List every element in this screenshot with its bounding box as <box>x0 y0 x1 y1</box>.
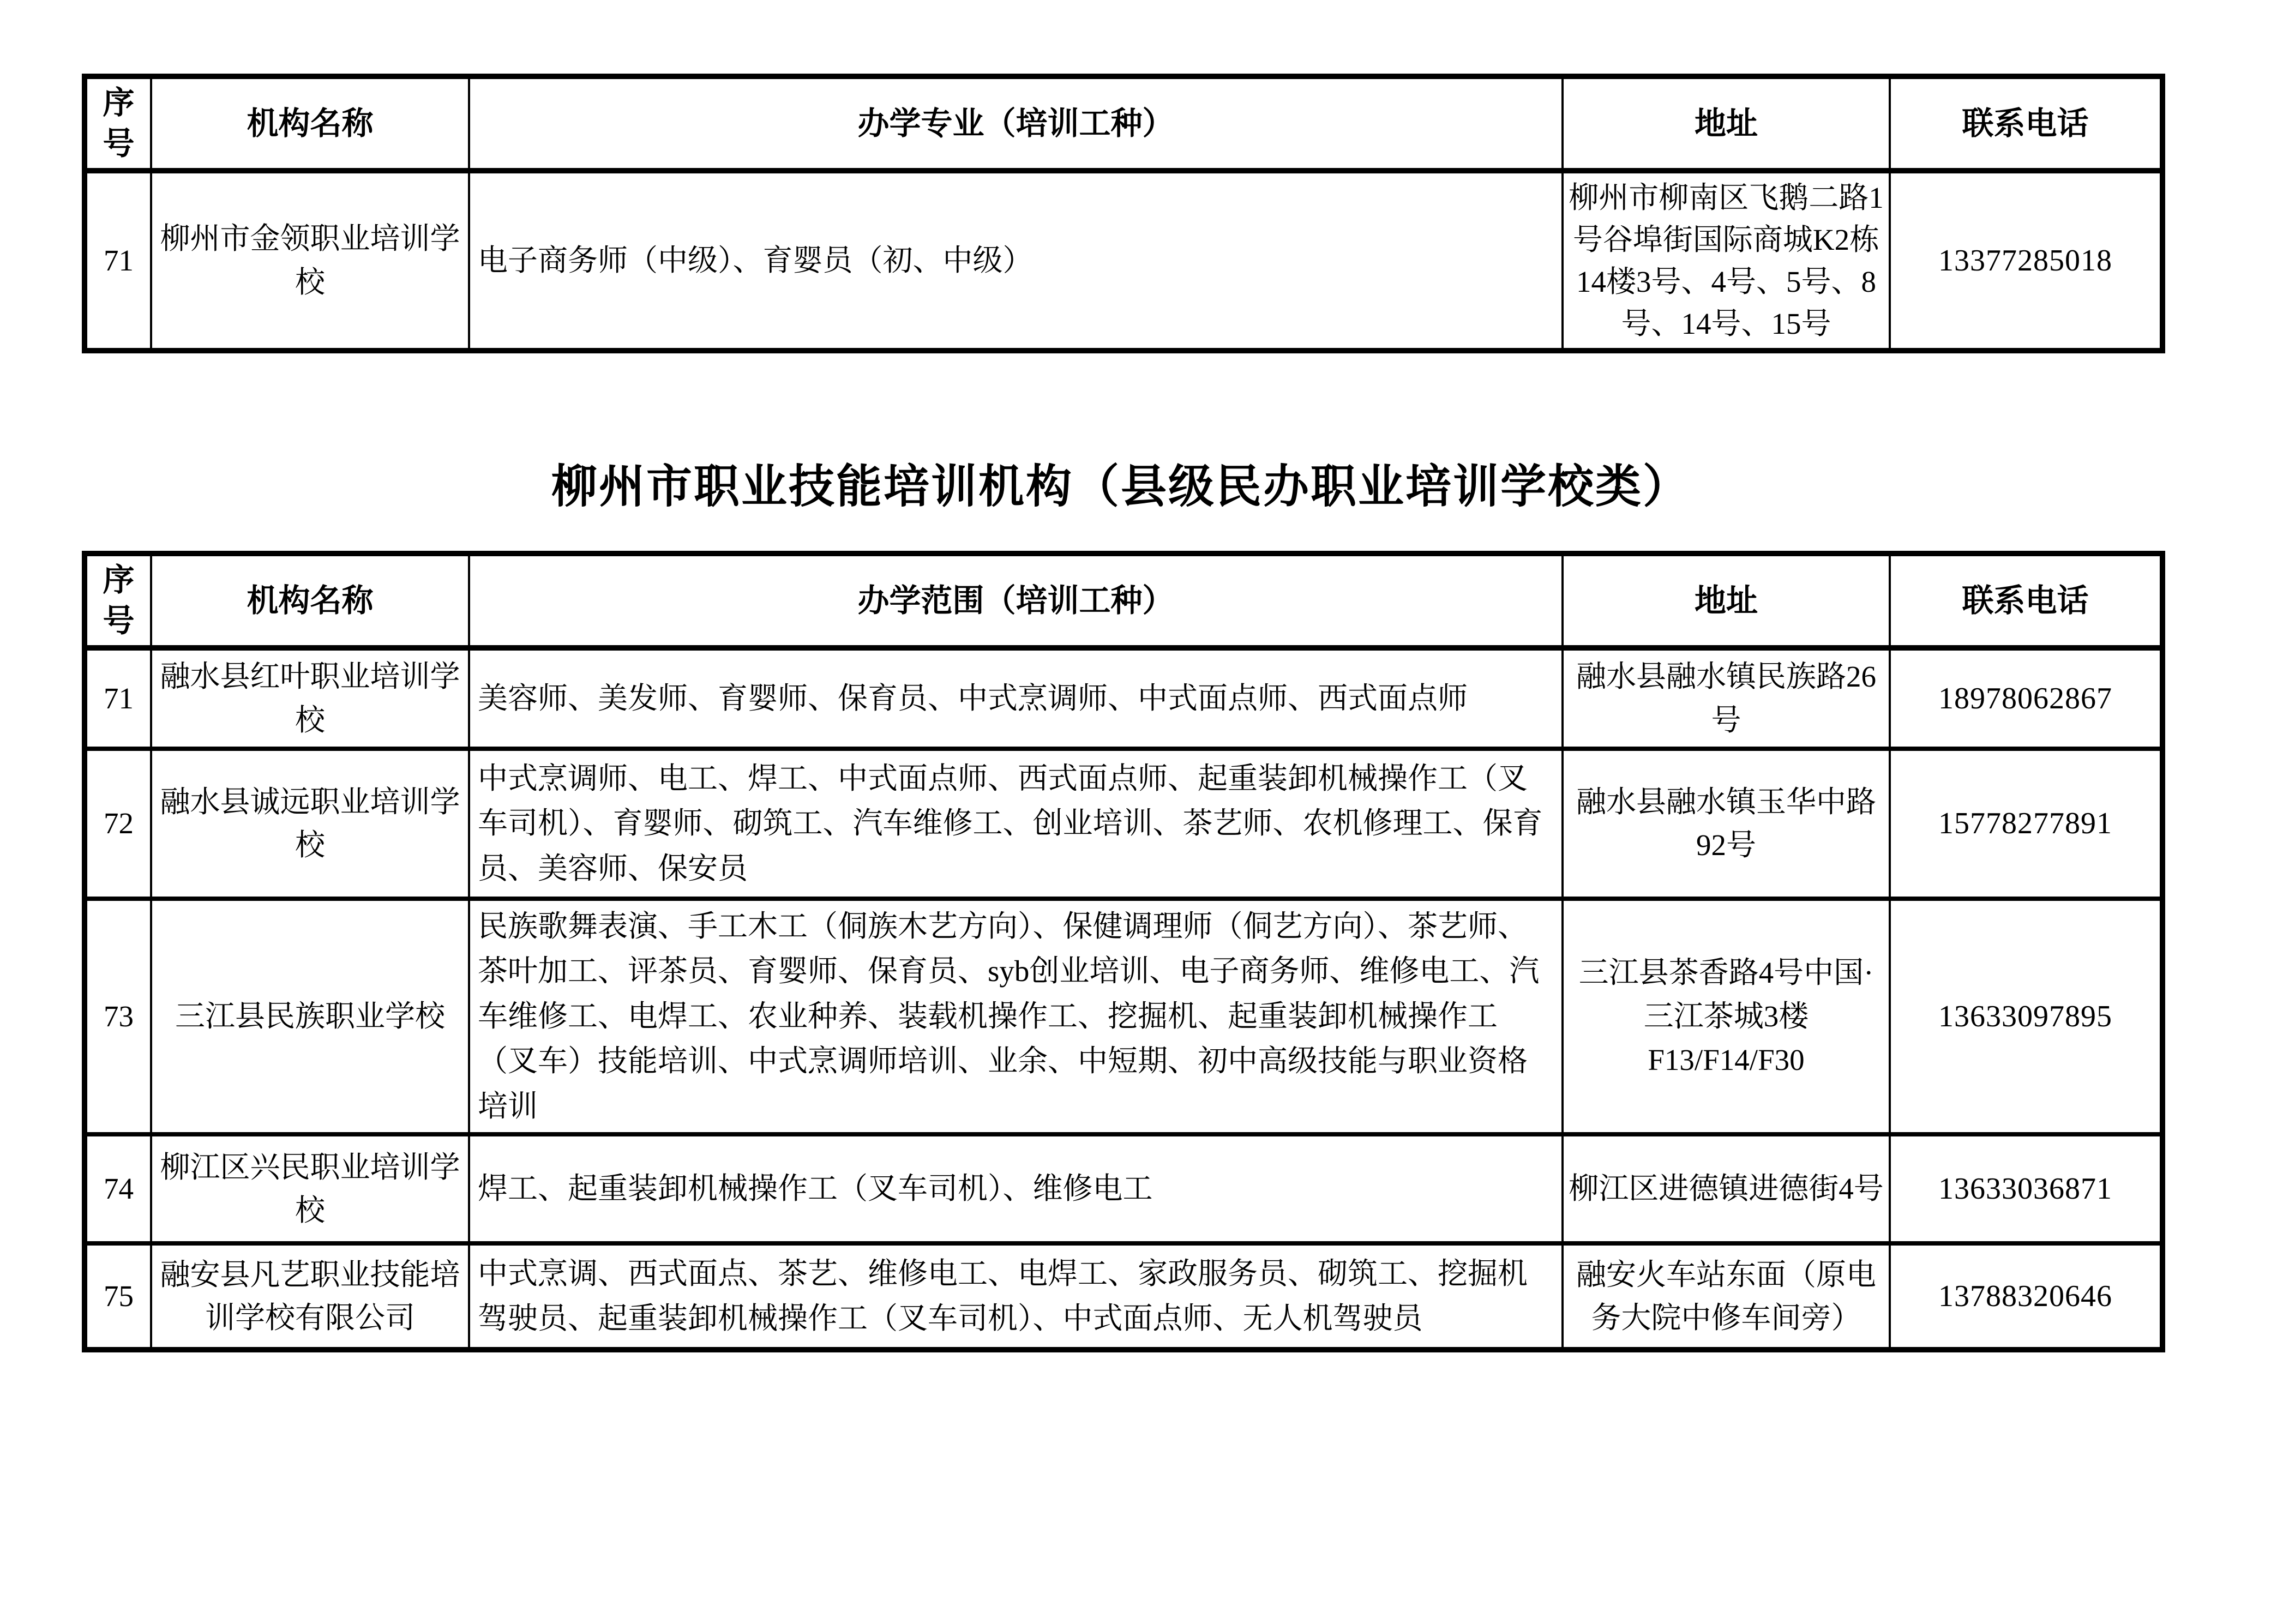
row-number-cell: 71 <box>85 171 151 351</box>
county-schools-table <box>82 551 2165 1352</box>
row-number-cell: 75 <box>85 1243 151 1350</box>
table2-header-scope: 办学范围（培训工种） <box>469 554 1563 648</box>
training-scope-cell: 电子商务师（中级）、育婴员（初、中级） <box>469 171 1563 351</box>
phone-cell: 13633097895 <box>1890 899 2162 1135</box>
table2-header-no: 序号 <box>85 554 151 648</box>
table-row <box>85 171 2162 351</box>
table2-header-name: 机构名称 <box>151 554 469 648</box>
municipal-schools-table <box>82 74 2165 353</box>
institution-name-cell: 柳州市金领职业培训学校 <box>151 171 469 351</box>
table1-header-scope: 办学专业（培训工种） <box>469 76 1563 171</box>
training-scope-cell: 民族歌舞表演、手工木工（侗族木艺方向）、保健调理师（侗艺方向）、茶艺师、茶叶加工、评茶员、育婴师、保育员、syb创业培训、电子商务师、维修电工、汽车维修工、电焊工、农业种养、装载机操作工、挖掘机、起重装卸机械操作工（叉车）技能培训、中式烹调师培训、业余、中短期、初中高级技能与职业资格培训 <box>469 899 1563 1135</box>
training-scope-cell: 中式烹调、西式面点、茶艺、维修电工、电焊工、家政服务员、砌筑工、挖掘机驾驶员、起重装卸机械操作工（叉车司机）、中式面点师、无人机驾驶员 <box>469 1243 1563 1350</box>
institution-name-cell: 融安县凡艺职业技能培训学校有限公司 <box>151 1243 469 1350</box>
table1-header-row <box>85 76 2162 171</box>
address-cell: 柳江区进德镇进德街4号 <box>1563 1134 1890 1243</box>
table2-header-address: 地址 <box>1563 554 1890 648</box>
row-number-cell: 74 <box>85 1134 151 1243</box>
institution-name-cell: 融水县诚远职业培训学校 <box>151 749 469 899</box>
phone-cell: 13788320646 <box>1890 1243 2162 1350</box>
institution-name-cell: 融水县红叶职业培训学校 <box>151 648 469 749</box>
table1-header-phone: 联系电话 <box>1890 76 2162 171</box>
table2-header-phone: 联系电话 <box>1890 554 2162 648</box>
training-scope-cell: 中式烹调师、电工、焊工、中式面点师、西式面点师、起重装卸机械操作工（叉车司机）、育婴师、砌筑工、汽车维修工、创业培训、茶艺师、农机修理工、保育员、美容师、保安员 <box>469 749 1563 899</box>
address-cell: 融安火车站东面（原电务大院中修车间旁） <box>1563 1243 1890 1350</box>
table-row <box>85 648 2162 749</box>
table1-header-name: 机构名称 <box>151 76 469 171</box>
phone-cell: 18978062867 <box>1890 648 2162 749</box>
institution-name-cell: 柳江区兴民职业培训学校 <box>151 1134 469 1243</box>
phone-cell: 13377285018 <box>1890 171 2162 351</box>
institution-name-cell: 三江县民族职业学校 <box>151 899 469 1135</box>
training-scope-cell: 美容师、美发师、育婴师、保育员、中式烹调师、中式面点师、西式面点师 <box>469 648 1563 749</box>
phone-cell: 13633036871 <box>1890 1134 2162 1243</box>
row-number-cell: 71 <box>85 648 151 749</box>
table-row <box>85 899 2162 1135</box>
table-row <box>85 1134 2162 1243</box>
address-cell: 三江县茶香路4号中国·三江茶城3楼F13/F14/F30 <box>1563 899 1890 1135</box>
address-cell: 柳州市柳南区飞鹅二路1号谷埠街国际商城K2栋14楼3号、4号、5号、8号、14号、15号 <box>1563 171 1890 351</box>
table-row <box>85 1243 2162 1350</box>
row-number-cell: 73 <box>85 899 151 1135</box>
table1-header-address: 地址 <box>1563 76 1890 171</box>
phone-cell: 15778277891 <box>1890 749 2162 899</box>
table2-header-row <box>85 554 2162 648</box>
row-number-cell: 72 <box>85 749 151 899</box>
table1-header-no: 序号 <box>85 76 151 171</box>
address-cell: 融水县融水镇民族路26号 <box>1563 648 1890 749</box>
training-scope-cell: 焊工、起重装卸机械操作工（叉车司机）、维修电工 <box>469 1134 1563 1243</box>
address-cell: 融水县融水镇玉华中路92号 <box>1563 749 1890 899</box>
page-title: 柳州市职业技能培训机构（县级民办职业培训学校类） <box>551 461 1690 512</box>
table-row <box>85 749 2162 899</box>
